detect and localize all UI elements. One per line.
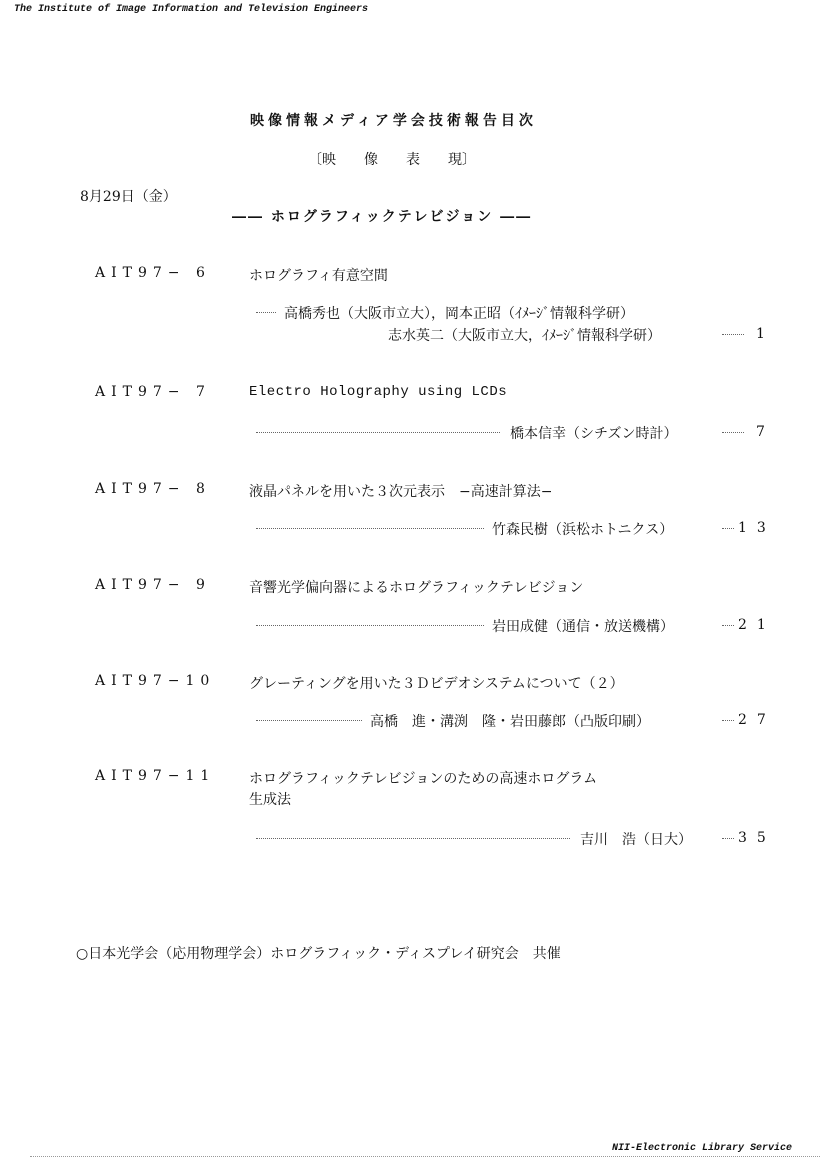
entry-title-continued: 生成法 xyxy=(249,792,291,808)
entry-authors: 竹森民樹（浜松ホトニクス） xyxy=(492,522,674,538)
library-footer: NII-Electronic Library Service xyxy=(612,1143,793,1154)
leader-dots xyxy=(722,432,744,433)
footer-divider xyxy=(30,1156,820,1157)
entry-title: ホログラフィ有意空間 xyxy=(249,268,388,284)
entry-page: 21 xyxy=(738,617,776,633)
entry-authors: 高橋秀也（大阪市立大），岡本正昭（ｲﾒｰｼﾞ情報科学研） xyxy=(284,306,634,322)
leader-dots xyxy=(722,625,734,626)
entry-code: AIT97− 9 xyxy=(95,577,211,593)
leader-dots xyxy=(722,528,734,529)
entry-page: 35 xyxy=(738,830,776,846)
leader-dots xyxy=(256,528,484,529)
leader-dots xyxy=(256,432,500,433)
page-subtitle: 〔映 像 表 現〕 xyxy=(308,152,476,168)
entry-title: 音響光学偏向器によるホログラフィックテレビジョン xyxy=(249,580,584,596)
entry-code: AIT97−10 xyxy=(95,673,216,689)
entry-authors: 高橋 進・溝渕 隆・岩田藤郎（凸版印刷） xyxy=(370,714,650,730)
entry-page: 27 xyxy=(738,712,776,728)
session-date: 8月29日（金） xyxy=(80,189,177,205)
entry-title: グレーティングを用いた３Ｄビデオシステムについて（２） xyxy=(249,676,624,692)
leader-dots xyxy=(256,625,484,626)
leader-dots xyxy=(722,838,734,839)
entry-page: 13 xyxy=(738,520,776,536)
entry-authors: 岩田成健（通信・放送機構） xyxy=(492,619,674,635)
entry-authors: 吉川 浩（日大） xyxy=(580,832,692,848)
leader-dots xyxy=(722,720,734,721)
entry-authors: 志水英二（大阪市立大，ｲﾒｰｼﾞ情報科学研） xyxy=(388,328,661,344)
entry-page: 1 xyxy=(756,326,775,342)
session-title: ―― ホログラフィックテレビジョン ―― xyxy=(232,209,533,225)
leader-dots xyxy=(256,720,362,721)
entry-code: AIT97−11 xyxy=(95,768,216,784)
leader-dots xyxy=(256,312,276,313)
entry-page: 7 xyxy=(756,424,775,440)
entry-title: Electro Holography using LCDs xyxy=(249,384,508,400)
entry-title: ホログラフィックテレビジョンのための高速ホログラム xyxy=(249,771,598,787)
leader-dots xyxy=(256,838,570,839)
entry-code: AIT97− 7 xyxy=(95,384,211,400)
entry-title: 液晶パネルを用いた３次元表示 −高速計算法− xyxy=(249,484,553,500)
page-title: 映像情報メディア学会技術報告目次 xyxy=(250,113,537,129)
leader-dots xyxy=(722,334,744,335)
entry-authors: 橋本信幸（シチズン時計） xyxy=(510,426,678,442)
entry-code: AIT97− 6 xyxy=(95,265,211,281)
institute-header: The Institute of Image Information and Television Engineers xyxy=(14,4,369,15)
sponsor-note: ○日本光学会（応用物理学会）ホログラフィック・ディスプレイ研究会 共催 xyxy=(76,946,561,962)
entry-code: AIT97− 8 xyxy=(95,481,211,497)
